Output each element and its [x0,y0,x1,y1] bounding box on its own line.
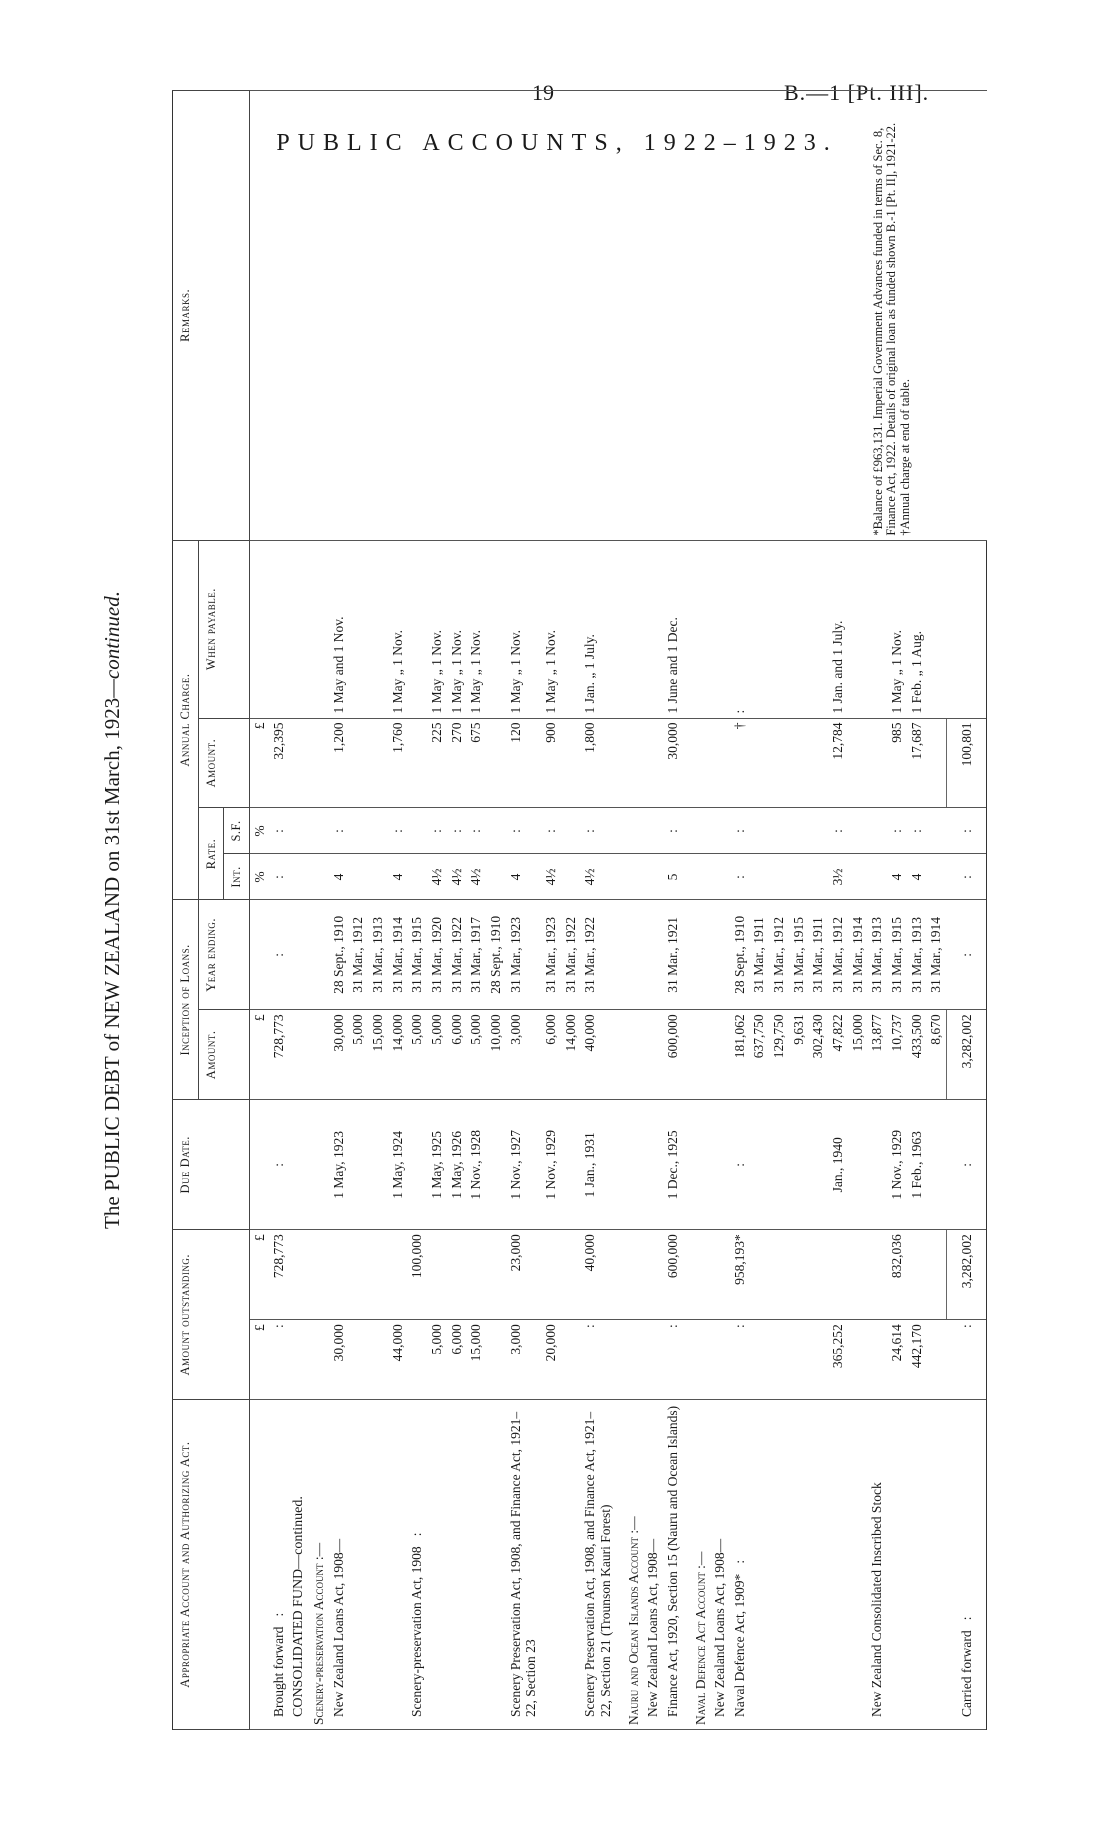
cell: 433,500 [907,1010,927,1100]
cell: 23,000 [506,1230,541,1320]
cell: 442,170 [907,1320,927,1400]
cell: 1 May, 1926 [447,1100,467,1230]
col-int: Int. [224,854,250,900]
public-debt-table [172,90,987,1730]
cell: : [580,808,615,854]
cell: 129,750 [769,1010,789,1100]
cell: 302,430 [808,1010,828,1100]
cell: 637,750 [749,1010,769,1100]
cell: 6,000 [447,1010,467,1100]
cell: 100,801 [947,718,987,808]
cell: 31 Mar., 1920 [427,900,447,1010]
cell: : [269,1320,289,1400]
cell: 10,000 [486,1010,506,1100]
act-label: Naval Defence Act, 1909* : [730,1400,750,1730]
cell: 1 May, 1924 [388,1100,408,1230]
cell: 4½ [466,854,486,900]
cell: 1,760 [388,718,408,808]
cell: 1 Feb. „ 1 Aug. [907,540,927,718]
cell: : [663,1320,683,1400]
cell: : [828,808,848,854]
cell: 31 Mar., 1915 [789,900,809,1010]
cell: 40,000 [580,1230,615,1320]
cell: 1 Nov., 1929 [887,1100,907,1230]
section-consolidated: CONSOLIDATED FUND—continued. [289,1400,309,1730]
cell: 728,773 [269,1010,289,1100]
cell: 31 Mar., 1915 [887,900,907,1010]
cell: : [887,808,907,854]
cell: 47,822 [828,1010,848,1100]
cell: 6,000 [447,1320,467,1400]
cell: 832,036 [887,1230,907,1320]
cell: 32,395 [269,718,289,808]
col-year-ending: Year ending. [198,900,249,1010]
table-title-suffix: —continued. [100,591,124,698]
act-label: Scenery-preservation Act, 1908 : [407,1400,427,1730]
cell: 4 [388,854,408,900]
cell: 1 May „ 1 Nov. [887,540,907,718]
cell: : [329,808,349,854]
cell: 1 May, 1925 [427,1100,447,1230]
cell: 600,000 [663,1230,683,1320]
cell: 31 Mar., 1923 [506,900,541,1010]
cell: : [663,808,683,854]
cell: 1 Jan., 1931 [580,1100,615,1230]
cell: 24,614 [887,1320,907,1400]
cell: 5,000 [407,1010,427,1100]
cell: : [269,900,289,1010]
unit-pound: £ [249,718,269,808]
col-charge-amount: Amount. [198,718,249,808]
cell: 1 May „ 1 Nov. [541,540,561,718]
cell: 600,000 [663,1010,683,1100]
cell: 31 Mar., 1922 [580,900,615,1010]
unit-percent: % [249,854,269,900]
cell: 1 May „ 1 Nov. [466,540,486,718]
cell: 17,687 [907,718,927,808]
unit-pound: £ [249,1320,269,1400]
cell: 1 Nov., 1929 [541,1100,561,1230]
remark-note-1: *Balance of £963,131. Imperial Government Advances funded in terms of Sec. 8, Finance Act, 1922. Details of original loan as funded shown B.-1 [Pt. II], 1921-22. [870,122,899,536]
cell: 3,000 [506,1010,541,1100]
col-sf: S.F. [224,808,250,854]
act-label: Scenery Preservation Act, 1908, and Finance Act, 1921–22, Section 23 [506,1400,541,1730]
cell: 14,000 [561,1010,581,1100]
act-label: New Zealand Loans Act, 1908— [329,1400,349,1730]
cell: : [947,1100,987,1230]
cell: 365,252 [828,1320,848,1400]
cell: : [388,808,408,854]
cell: 13,877 [867,1010,887,1100]
cell: : [466,808,486,854]
cell: : [907,808,927,854]
cell: 31 Mar., 1917 [466,900,486,1010]
cell: : [730,1320,750,1400]
cell: 1,200 [329,718,349,808]
cell: 1,800 [580,718,615,808]
cell: 1 Dec., 1925 [663,1100,683,1230]
cell: 31 Mar., 1912 [348,900,368,1010]
cell: 31 Mar., 1913 [907,900,927,1010]
col-when-payable: When payable. [198,540,249,718]
col-rate: Rate. [198,808,224,900]
remark-note-2: †Annual charge at end of table. [898,379,912,536]
cell: 1 May „ 1 Nov. [388,540,408,718]
cell: : [506,808,541,854]
cell: 675 [466,718,486,808]
cell: 31 Mar., 1914 [848,900,868,1010]
cell: 10,737 [887,1010,907,1100]
cell: 3,282,002 [947,1010,987,1100]
cell: 728,773 [269,1230,289,1320]
cell: 1 Feb., 1963 [907,1100,927,1230]
cell: 28 Sept., 1910 [486,900,506,1010]
section-naval: Naval Defence Act Account :— [683,1400,711,1730]
cell: 31 Mar., 1913 [867,900,887,1010]
cell: 31 Mar., 1922 [561,900,581,1010]
unit-pound: £ [249,1230,269,1320]
cell: 958,193* [730,1230,750,1320]
unit-percent: % [249,808,269,854]
page-number: 19 [532,80,554,105]
cell: 28 Sept., 1910 [329,900,349,1010]
cell: 4½ [580,854,615,900]
cell: 6,000 [541,1010,561,1100]
cell: 31 Mar., 1913 [368,900,388,1010]
cell: Jan., 1940 [828,1100,848,1230]
cell: 5,000 [348,1010,368,1100]
cell: 270 [447,718,467,808]
cell: 31 Mar., 1914 [388,900,408,1010]
act-label: New Zealand Consolidated Inscribed Stock [867,1400,887,1730]
cell: 4 [506,854,541,900]
cell: 15,000 [466,1320,486,1400]
col-due-date: Due Date. [173,1100,250,1230]
unit-pound: £ [249,1010,269,1100]
cell: : [269,854,289,900]
cell: 5,000 [427,1320,447,1400]
cell: 100,000 [407,1230,427,1320]
table-title-text: The PUBLIC DEBT of NEW ZEALAND on 31st March, 1923 [100,697,124,1229]
act-label: New Zealand Loans Act, 1908— [643,1400,663,1730]
brought-forward-label: Brought forward : [269,1400,289,1730]
cell: 5,000 [466,1010,486,1100]
cell: 1 Nov., 1928 [466,1100,486,1230]
cell: 4 [329,854,349,900]
cell: : [269,1100,289,1230]
cell: 4½ [447,854,467,900]
act-label: New Zealand Loans Act, 1908— [710,1400,730,1730]
cell: 3½ [828,854,848,900]
cell: 15,000 [848,1010,868,1100]
cell: 14,000 [388,1010,408,1100]
cell: 31 Mar., 1914 [926,900,946,1010]
table-row [249,91,269,1730]
cell: 4 [887,854,907,900]
cell: 120 [506,718,541,808]
cell: 181,062 [730,1010,750,1100]
cell: 3,000 [506,1320,541,1400]
cell: 28 Sept., 1910 [730,900,750,1010]
cell: : [269,808,289,854]
cell: 5,000 [427,1010,447,1100]
cell: : [947,1320,987,1400]
cell: 4½ [541,854,561,900]
cell: 40,000 [580,1010,615,1100]
cell: 30,000 [663,718,683,808]
cell: 44,000 [388,1320,408,1400]
cell: 1 Jan. and 1 July. [828,540,848,718]
cell: : [427,808,447,854]
col-inception: Inception of Loans. [173,900,199,1100]
act-label: Finance Act, 1920, Section 15 (Nauru and Ocean Islands) [663,1400,683,1730]
cell: : [947,808,987,854]
rotated-content [100,90,1100,1730]
cell: : [580,1320,615,1400]
cell: 1 Jan. „ 1 July. [580,540,615,718]
cell: 31 Mar., 1912 [828,900,848,1010]
cell: 31 Mar., 1912 [769,900,789,1010]
cell: 1 May „ 1 Nov. [506,540,541,718]
cell: 8,670 [926,1010,946,1100]
cell: 1 June and 1 Dec. [663,540,683,718]
cell: 30,000 [329,1320,349,1400]
page-title: PUBLIC ACCOUNTS, 1922–1923. [276,130,838,156]
cell: 31 Mar., 1921 [663,900,683,1010]
section-nauru: Nauru and Ocean Islands Account :— [616,1400,644,1730]
cell: 900 [541,718,561,808]
cell: 30,000 [329,1010,349,1100]
cell: : [730,808,750,854]
cell: 31 Mar., 1923 [541,900,561,1010]
cell: : [730,1100,750,1230]
cell: 1 Nov., 1927 [506,1100,541,1230]
cell: : [947,854,987,900]
cell: 4 [907,854,927,900]
section-scenery: Scenery-preservation Account :— [309,1400,329,1730]
cell: 4½ [427,854,447,900]
cell: 5 [663,854,683,900]
cell: 985 [887,718,907,808]
cell: : [947,900,987,1010]
cell: : [730,540,750,718]
cell: 3,282,002 [947,1230,987,1320]
cell: 1 May and 1 Nov. [329,540,349,718]
cell: 15,000 [368,1010,388,1100]
cell: 31 Mar., 1915 [407,900,427,1010]
col-outstanding: Amount outstanding. [173,1230,250,1400]
col-remarks: Remarks. [173,91,250,541]
cell: 12,784 [828,718,848,808]
col-inception-amount: Amount. [198,1010,249,1100]
cell: 225 [427,718,447,808]
cell: 20,000 [541,1320,561,1400]
col-annual-charge: Annual Charge. [173,540,199,900]
cell: 1 May „ 1 Nov. [427,540,447,718]
carried-forward-label: Carried forward : [947,1400,987,1730]
cell: : [447,808,467,854]
cell: : [730,854,750,900]
table-title [100,90,125,1730]
cell: 9,631 [789,1010,809,1100]
act-label: Scenery Preservation Act, 1908, and Finance Act, 1921–22, Section 21 (Trounson Kauri Forest) [580,1400,615,1730]
document-reference: B.—1 [Pt. III]. [784,80,930,105]
cell: 31 Mar., 1911 [808,900,828,1010]
cell: 1 May, 1923 [329,1100,349,1230]
cell: 31 Mar., 1922 [447,900,467,1010]
cell: : [541,808,561,854]
remarks-cell [249,91,987,541]
col-account: Appropriate Account and Authorizing Act. [173,1400,250,1730]
cell: 1 May „ 1 Nov. [447,540,467,718]
cell: 31 Mar., 1911 [749,900,769,1010]
cell: † [730,718,750,808]
